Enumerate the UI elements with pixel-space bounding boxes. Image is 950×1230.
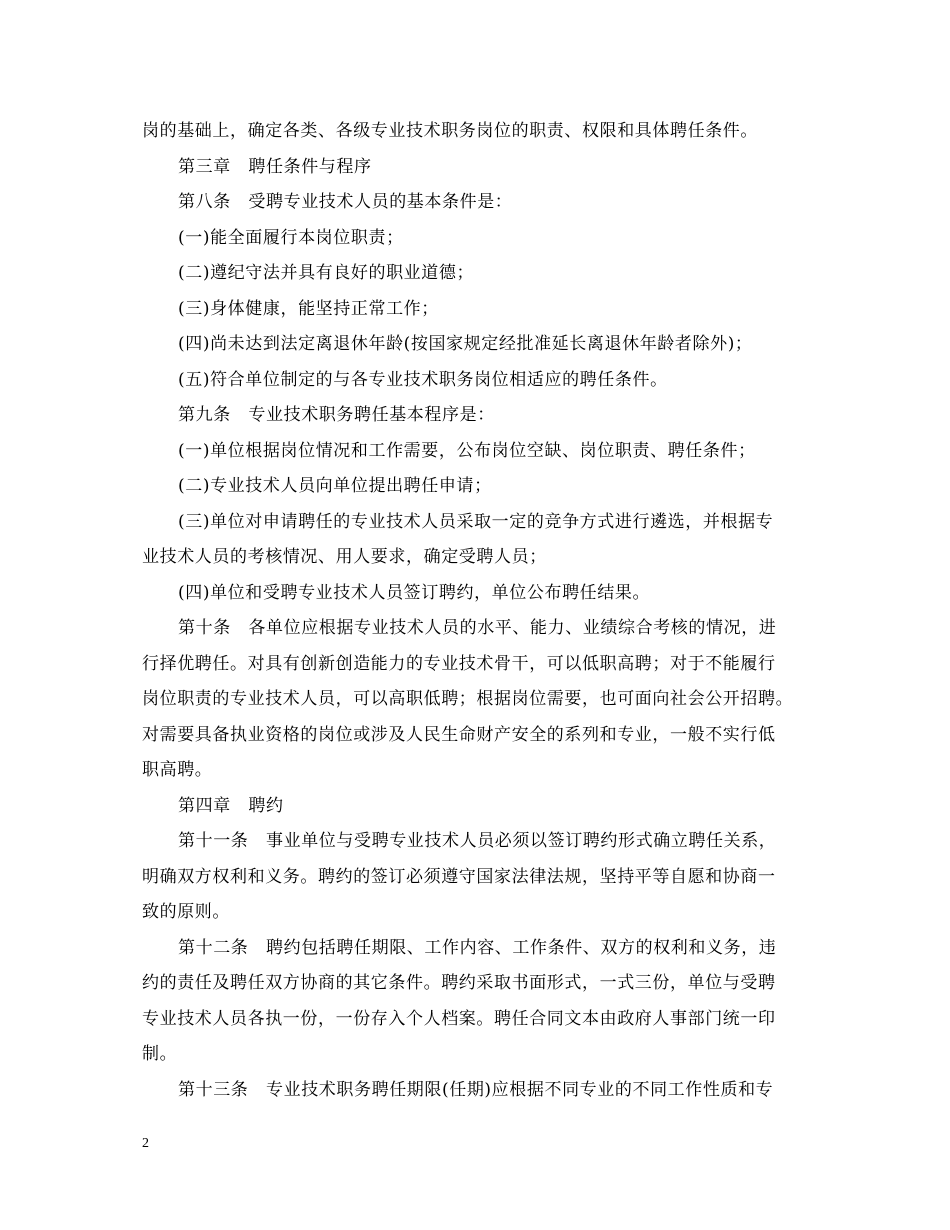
document-body [142, 114, 817, 1108]
text-line: 对需要具备执业资格的岗位或涉及人民生命财产安全的系列和专业，一般不实行低 [142, 724, 776, 745]
text-line: 第八条 受聘专业技术人员的基本条件是： [178, 192, 513, 212]
text-line: 第十一条 事业单位与受聘专业技术人员必须以签订聘约形式确立聘任关系， [178, 831, 777, 851]
text-line: 第十二条 聘约包括聘任期限、工作内容、工作条件、双方的权利和义务，违 [178, 937, 777, 958]
text-line: 第十条 各单位应根据专业技术人员的水平、能力、业绩综合考核的情况，进 [178, 618, 777, 638]
text-line: 第四章 聘约 [178, 795, 284, 816]
text-line: 职高聘。 [142, 760, 213, 780]
text-line: 第九条 专业技术职务聘任基本程序是： [178, 405, 495, 425]
text-line: (四)单位和受聘专业技术人员签订聘约，单位公布聘任结果。 [178, 582, 651, 603]
text-line: 岗的基础上，确定各类、各级专业技术职务岗位的职责、权限和具体聘任条件。 [142, 121, 758, 141]
text-line: 第三章 聘任条件与程序 [178, 156, 372, 177]
text-line: 致的原则。 [142, 902, 230, 922]
text-line: (四)尚未达到法定离退休年龄(按国家规定经批准延长离退休年龄者除外)； [178, 334, 753, 354]
text-line: (三)身体健康，能坚持正常工作； [178, 298, 439, 319]
text-line: 制。 [142, 1044, 178, 1064]
text-line: 明确双方权利和义务。聘约的签订必须遵守国家法律法规，坚持平等自愿和协商一 [142, 866, 776, 887]
text-line: 约的责任及聘任双方协商的其它条件。聘约采取书面形式，一式三份，单位与受聘 [142, 973, 776, 993]
text-line: 行择优聘任。对具有创新创造能力的专业技术骨干，可以低职高聘；对于不能履行 [142, 653, 776, 674]
text-line: (五)符合单位制定的与各专业技术职务岗位相适应的聘任条件。 [178, 369, 668, 390]
text-line: (二)专业技术人员向单位提出聘任申请； [178, 476, 492, 496]
page-number: 2 [142, 1136, 149, 1151]
text-line: 业技术人员的考核情况、用人要求，确定受聘人员； [142, 547, 547, 567]
text-line: 专业技术人员各执一份，一份存入个人档案。聘任合同文本由政府人事部门统一印 [142, 1008, 776, 1029]
text-line: (一)能全面履行本岗位职责； [178, 227, 404, 248]
text-line: 岗位职责的专业技术人员，可以高职低聘；根据岗位需要，也可面向社会公开招聘。 [142, 689, 794, 709]
text-line: (二)遵纪守法并具有良好的职业道德； [178, 263, 475, 283]
text-line: (三)单位对申请聘任的专业技术人员采取一定的竞争方式进行遴选，并根据专 [178, 511, 774, 532]
text-line: 第十三条 专业技术职务聘任期限(任期)应根据不同专业的不同工作性质和专 [178, 1079, 774, 1100]
text-line: (一)单位根据岗位情况和工作需要，公布岗位空缺、岗位职责、聘任条件； [178, 440, 756, 461]
